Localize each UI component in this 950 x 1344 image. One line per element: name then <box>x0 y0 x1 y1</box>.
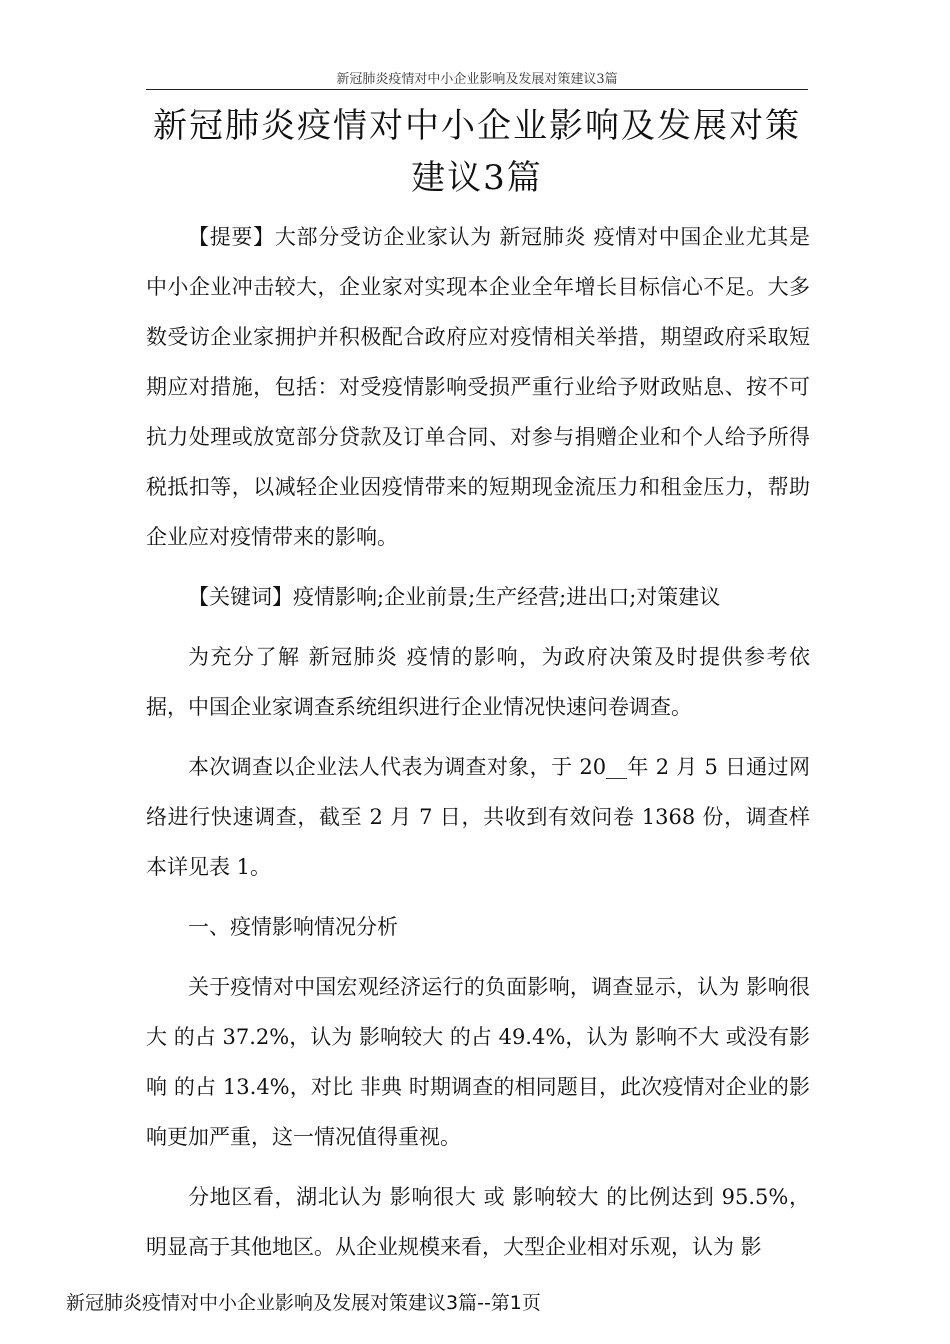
header-divider <box>146 89 808 90</box>
document-title <box>146 100 808 204</box>
section-heading: 一、疫情影响情况分析 <box>188 915 398 939</box>
document-title-line-1: 新冠肺炎疫情对中小企业影响及发展对策 <box>153 106 801 146</box>
body-paragraph: 分地区看，湖北认为 影响很大 或 影响较大 的比例达到 95.5%，明显高于其他地区。从企业规模来看，大型企业相对乐观，认为 影 <box>146 1185 810 1259</box>
page-footer: 新冠肺炎疫情对中小企业影响及发展对策建议3篇--第1页 <box>66 1292 541 1314</box>
body-paragraph: 本次调查以企业法人代表为调查对象，于 20__年 2 月 5 日通过网络进行快速调查，截至 2 月 7 日，共收到有效问卷 1368 份，调查样本详见表 1。 <box>146 755 810 879</box>
body-paragraph: 关于疫情对中国宏观经济运行的负面影响，调查显示，认为 影响很大 的占 37.2%，认为 影响较大 的占 49.4%，认为 影响不大 或没有影响 的占 13.4%，对比 非典 时期调查的相同题目，此次疫情对企业的影响更加严重，这一情况值得重视。 <box>146 975 810 1149</box>
running-header: 新冠肺炎疫情对中小企业影响及发展对策建议3篇 <box>336 72 618 87</box>
abstract-paragraph: 【提要】大部分受访企业家认为 新冠肺炎 疫情对中国企业尤其是中小企业冲击较大，企业家对实现本企业全年增长目标信心不足。大多数受访企业家拥护并积极配合政府应对疫情相关举措，期望政府采取短期应对措施，包括：对受疫情影响受损严重行业给予财政贴息、按不可抗力处理或放宽部分贷款及订单合同、对参与捐赠企业和个人给予所得税抵扣等，以减轻企业因疫情带来的短期现金流压力和租金压力，帮助企业应对疫情带来的影响。 <box>146 225 810 549</box>
document-body <box>146 212 810 1282</box>
document-title-line-2: 建议3篇 <box>411 158 543 198</box>
keywords-paragraph: 【关键词】疫情影响;企业前景;生产经营;进出口;对策建议 <box>188 585 721 609</box>
body-paragraph: 为充分了解 新冠肺炎 疫情的影响，为政府决策及时提供参考依据，中国企业家调查系统组织进行企业情况快速问卷调查。 <box>146 645 810 719</box>
